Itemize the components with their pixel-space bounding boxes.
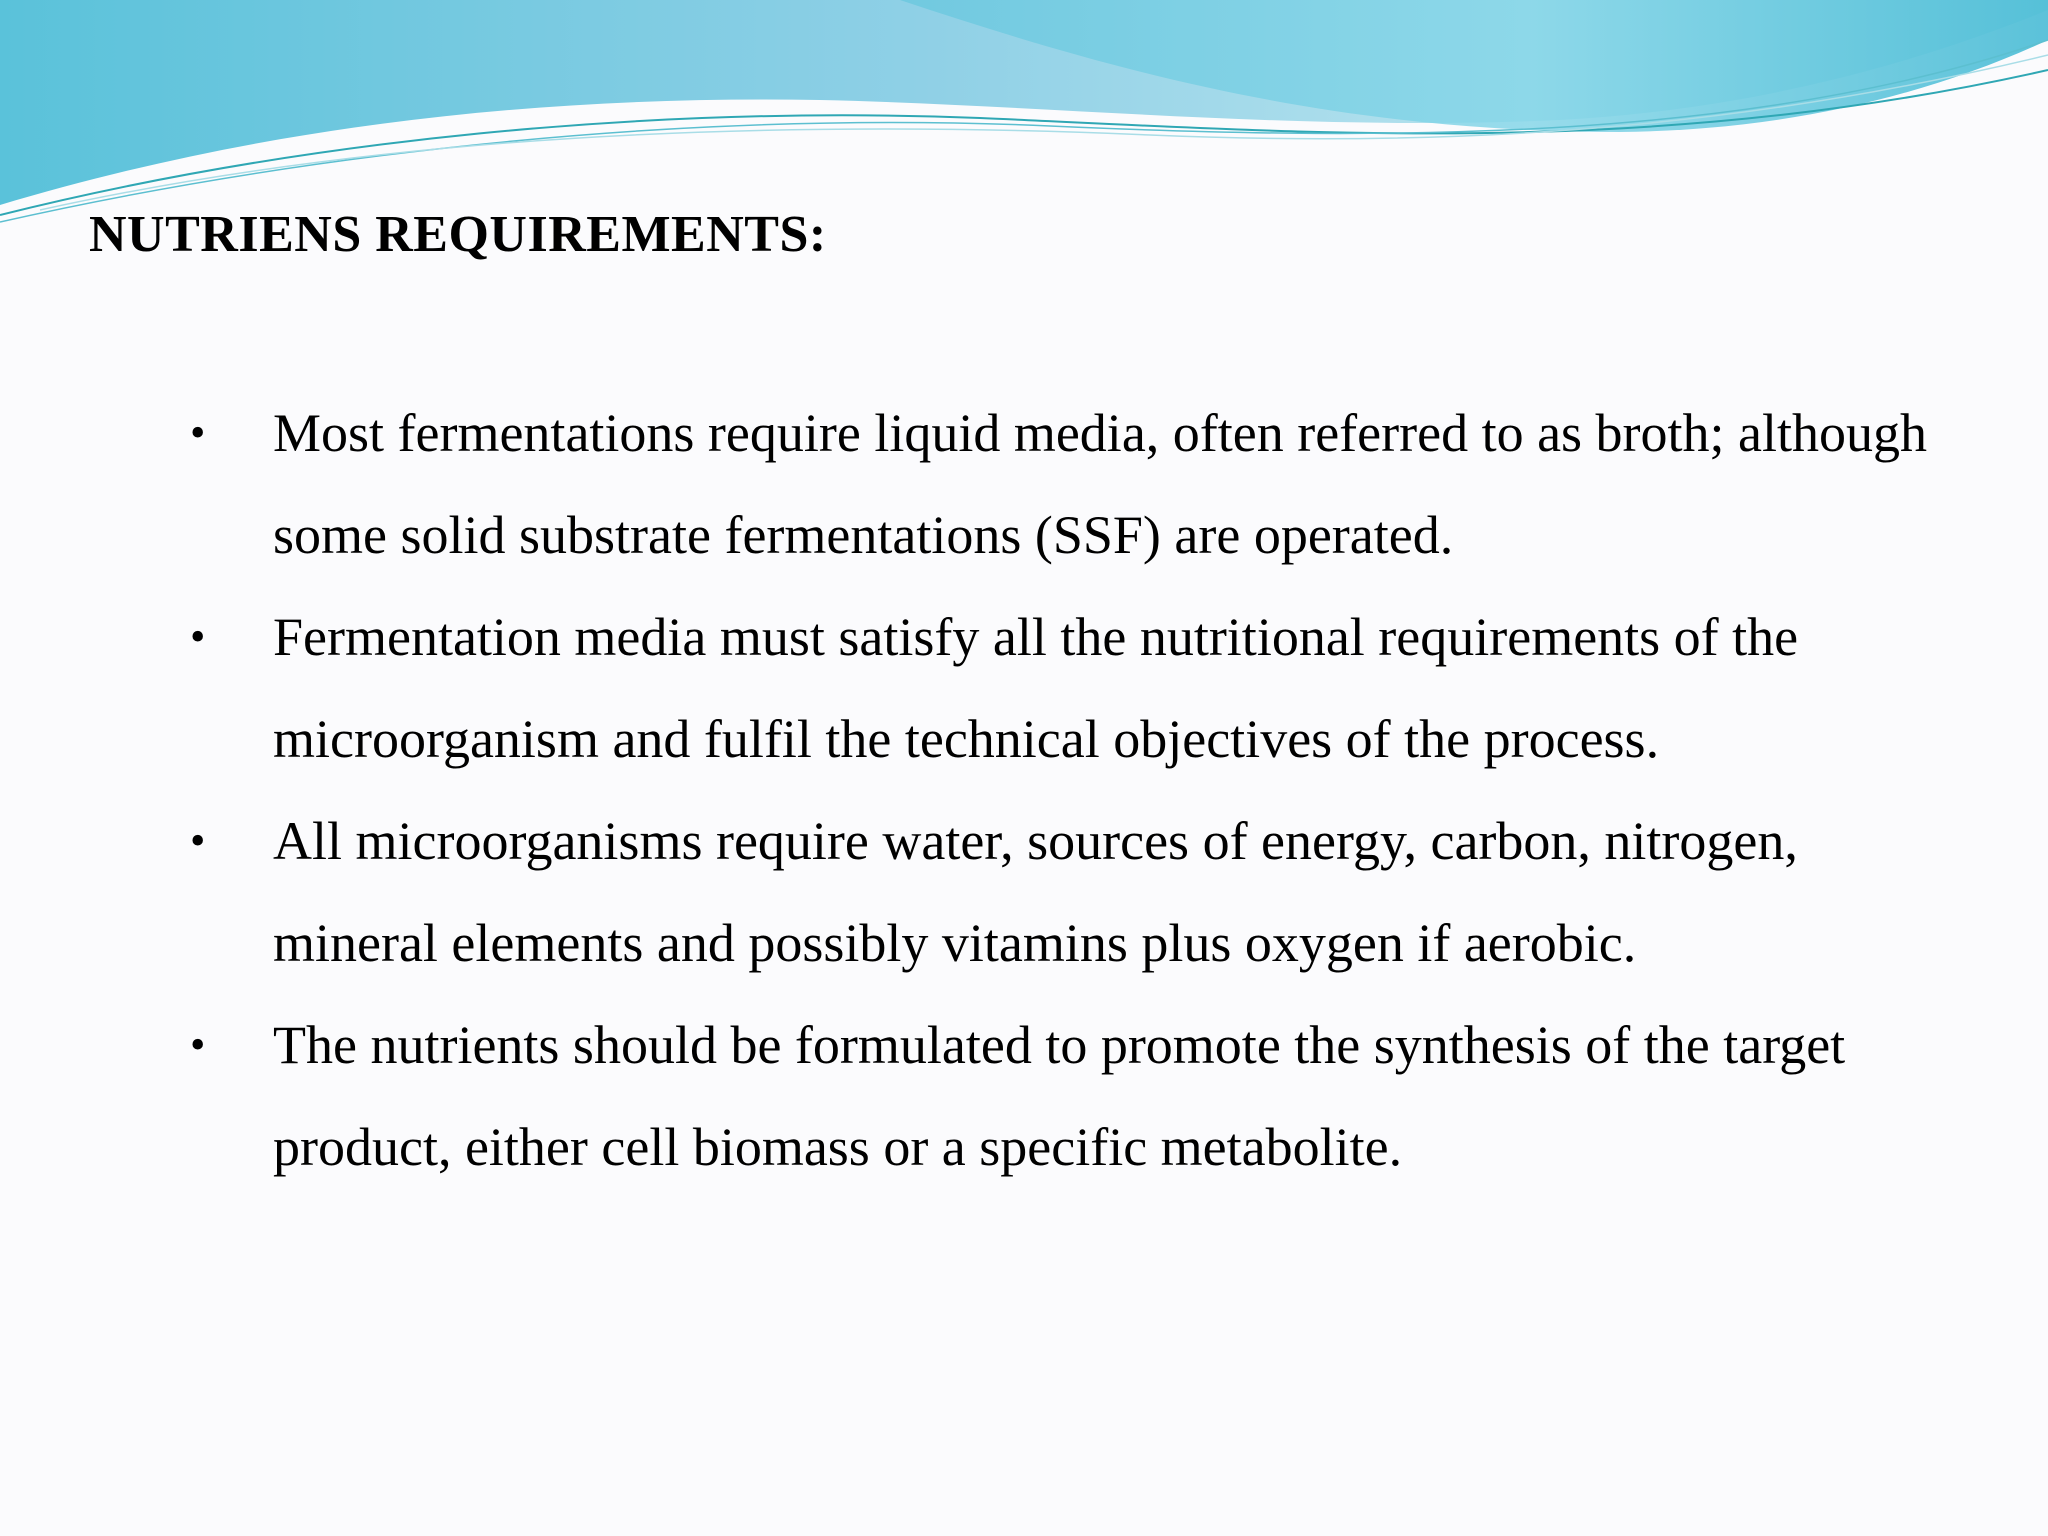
bullet-text: Fermentation media must satisfy all the nutritional requirements of the microorganism and fulfil the technical objectives of the process. [273,607,1799,769]
bullet-marker: • [190,1020,206,1069]
bullet-item [190,586,1950,790]
bullet-text: The nutrients should be formulated to promote the synthesis of the target product, either cell biomass or a specific metabolite. [273,1015,1846,1177]
bullet-item [190,382,1950,586]
bullet-text: Most fermentations require liquid media, often referred to as broth; although some solid substrate fermentations (SSF) are operated. [273,403,1928,565]
bullet-marker: • [190,612,206,661]
bullet-item [190,994,1950,1198]
bullet-marker: • [190,816,206,865]
bullet-item [190,790,1950,994]
slide-title: NUTRIENS REQUIREMENTS: [89,206,827,263]
bullet-marker: • [190,408,206,457]
bullet-list [190,382,1950,1198]
bullet-text: All microorganisms require water, sources of energy, carbon, nitrogen, mineral elements and possibly vitamins plus oxygen if aerobic. [273,811,1798,973]
